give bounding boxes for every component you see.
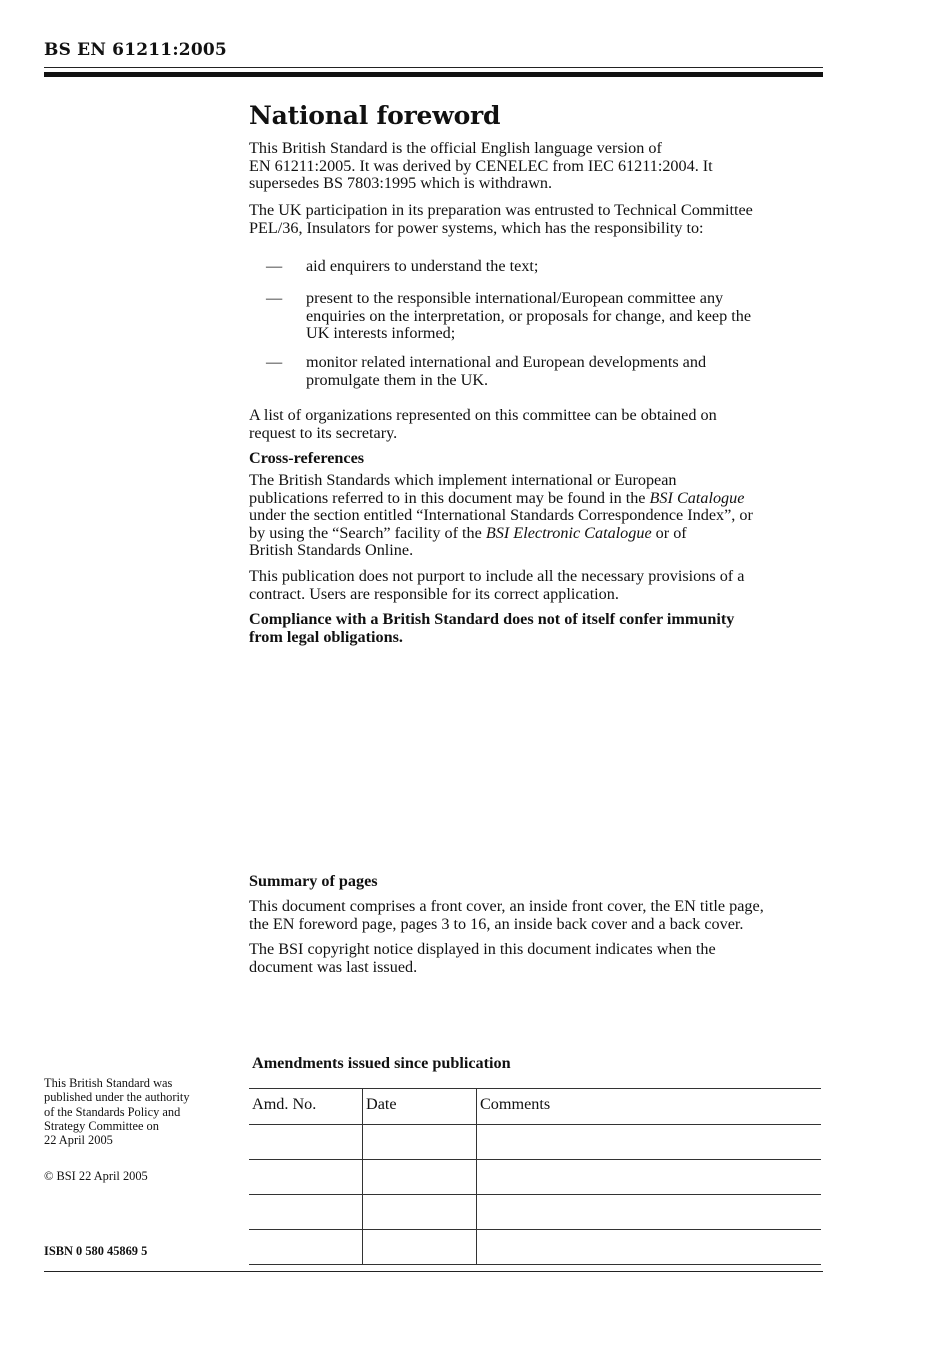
table-cell [249,1125,363,1160]
table-cell [477,1125,822,1160]
participation-paragraph [249,202,829,237]
summary-heading: Summary of pages [249,872,378,890]
column-header-date: Date [363,1089,477,1125]
cross-references-line: British Standards Online. [249,541,414,560]
summary-line: This document comprises a front cover, an inside front cover, the EN title page, [249,897,764,915]
list-item-line: enquiries on the interpretation, or proposals for change, and keep the [306,306,752,325]
footer-rule [44,1271,823,1272]
list-dash: — [266,289,283,307]
authority-line: of the Standards Policy and [44,1104,181,1119]
table-header-row [249,1089,821,1125]
table-cell [363,1195,477,1230]
isbn: ISBN 0 580 45869 5 [44,1244,148,1258]
cross-references-line: The British Standards which implement international or European [249,471,677,489]
column-header-amd-no: Amd. No. [249,1089,363,1125]
list-item-line: UK interests informed; [306,324,456,343]
cross-references-paragraph [249,472,829,560]
authority-note [44,1076,234,1147]
organizations-line: request to its secretary. [249,423,398,442]
authority-line: published under the authority [44,1090,190,1105]
amendments-table [249,1088,821,1265]
table-cell [249,1230,363,1265]
table-cell [477,1230,822,1265]
contract-paragraph [249,568,829,603]
column-header-comments: Comments [477,1089,822,1125]
table-row [249,1160,821,1195]
intro-line: EN 61211:2005. It was derived by CENELEC from IEC 61211:2004. It [249,156,713,175]
copyright-notice-paragraph [249,941,829,976]
table-cell [477,1195,822,1230]
list-item-line: aid enquirers to understand the text; [306,257,539,275]
summary-paragraph [249,898,829,933]
compliance-line: Compliance with a British Standard does not of itself confer immunity [249,610,735,628]
cross-references-line: publications referred to in this document may be found in the [249,488,650,507]
list-item [306,354,826,389]
cross-references-line: by using the “Search” facility of the [249,523,486,542]
intro-line: supersedes BS 7803:1995 which is withdrawn. [249,174,553,193]
list-item-line: monitor related international and European developments and [306,353,707,371]
table-cell [363,1125,477,1160]
amendments-title: Amendments issued since publication [252,1054,511,1072]
compliance-line: from legal obligations. [249,627,403,646]
participation-line: The UK participation in its preparation was entrusted to Technical Committee [249,201,753,219]
organizations-paragraph [249,407,829,442]
list-item-line: present to the responsible international/European committee any [306,289,724,307]
authority-line: This British Standard was [44,1076,173,1090]
intro-line: This British Standard is the official English language version of [249,139,662,157]
table-cell [249,1160,363,1195]
table-row [249,1125,821,1160]
table-cell [249,1195,363,1230]
copyright-line: © BSI 22 April 2005 [44,1169,148,1183]
contract-line: This publication does not purport to include all the necessary provisions of a [249,567,745,585]
summary-line: the EN foreword page, pages 3 to 16, an inside back cover and a back cover. [249,914,744,933]
contract-line: contract. Users are responsible for its correct application. [249,584,619,603]
list-item-line: promulgate them in the UK. [306,370,489,389]
cross-references-line: under the section entitled “International Standards Correspondence Index”, or [249,506,753,525]
header-rule-thin [44,67,823,68]
standard-code: BS EN 61211:2005 [44,40,227,60]
bsi-electronic-catalogue-title: BSI Electronic Catalogue [485,523,652,542]
list-item [306,258,826,276]
list-dash: — [266,353,283,371]
copyright-notice-line: The BSI copyright notice displayed in this document indicates when the [249,940,716,958]
table-cell [363,1160,477,1195]
intro-paragraph [249,140,829,193]
cross-references-heading: Cross-references [249,449,365,467]
cross-references-line: or of [651,523,687,542]
participation-line: PEL/36, Insulators for power systems, which has the responsibility to: [249,218,704,237]
list-dash: — [266,257,283,275]
table-row [249,1230,821,1265]
bsi-catalogue-title: BSI Catalogue [649,488,745,507]
table-row [249,1195,821,1230]
header-rule-thick [44,72,823,77]
list-item [306,290,826,343]
page-title: National foreword [249,101,501,130]
copyright-notice-line: document was last issued. [249,957,418,976]
organizations-line: A list of organizations represented on this committee can be obtained on [249,406,717,424]
table-cell [477,1160,822,1195]
table-cell [363,1230,477,1265]
compliance-statement [249,611,829,646]
authority-line: Strategy Committee on [44,1118,159,1133]
authority-line: 22 April 2005 [44,1133,113,1148]
